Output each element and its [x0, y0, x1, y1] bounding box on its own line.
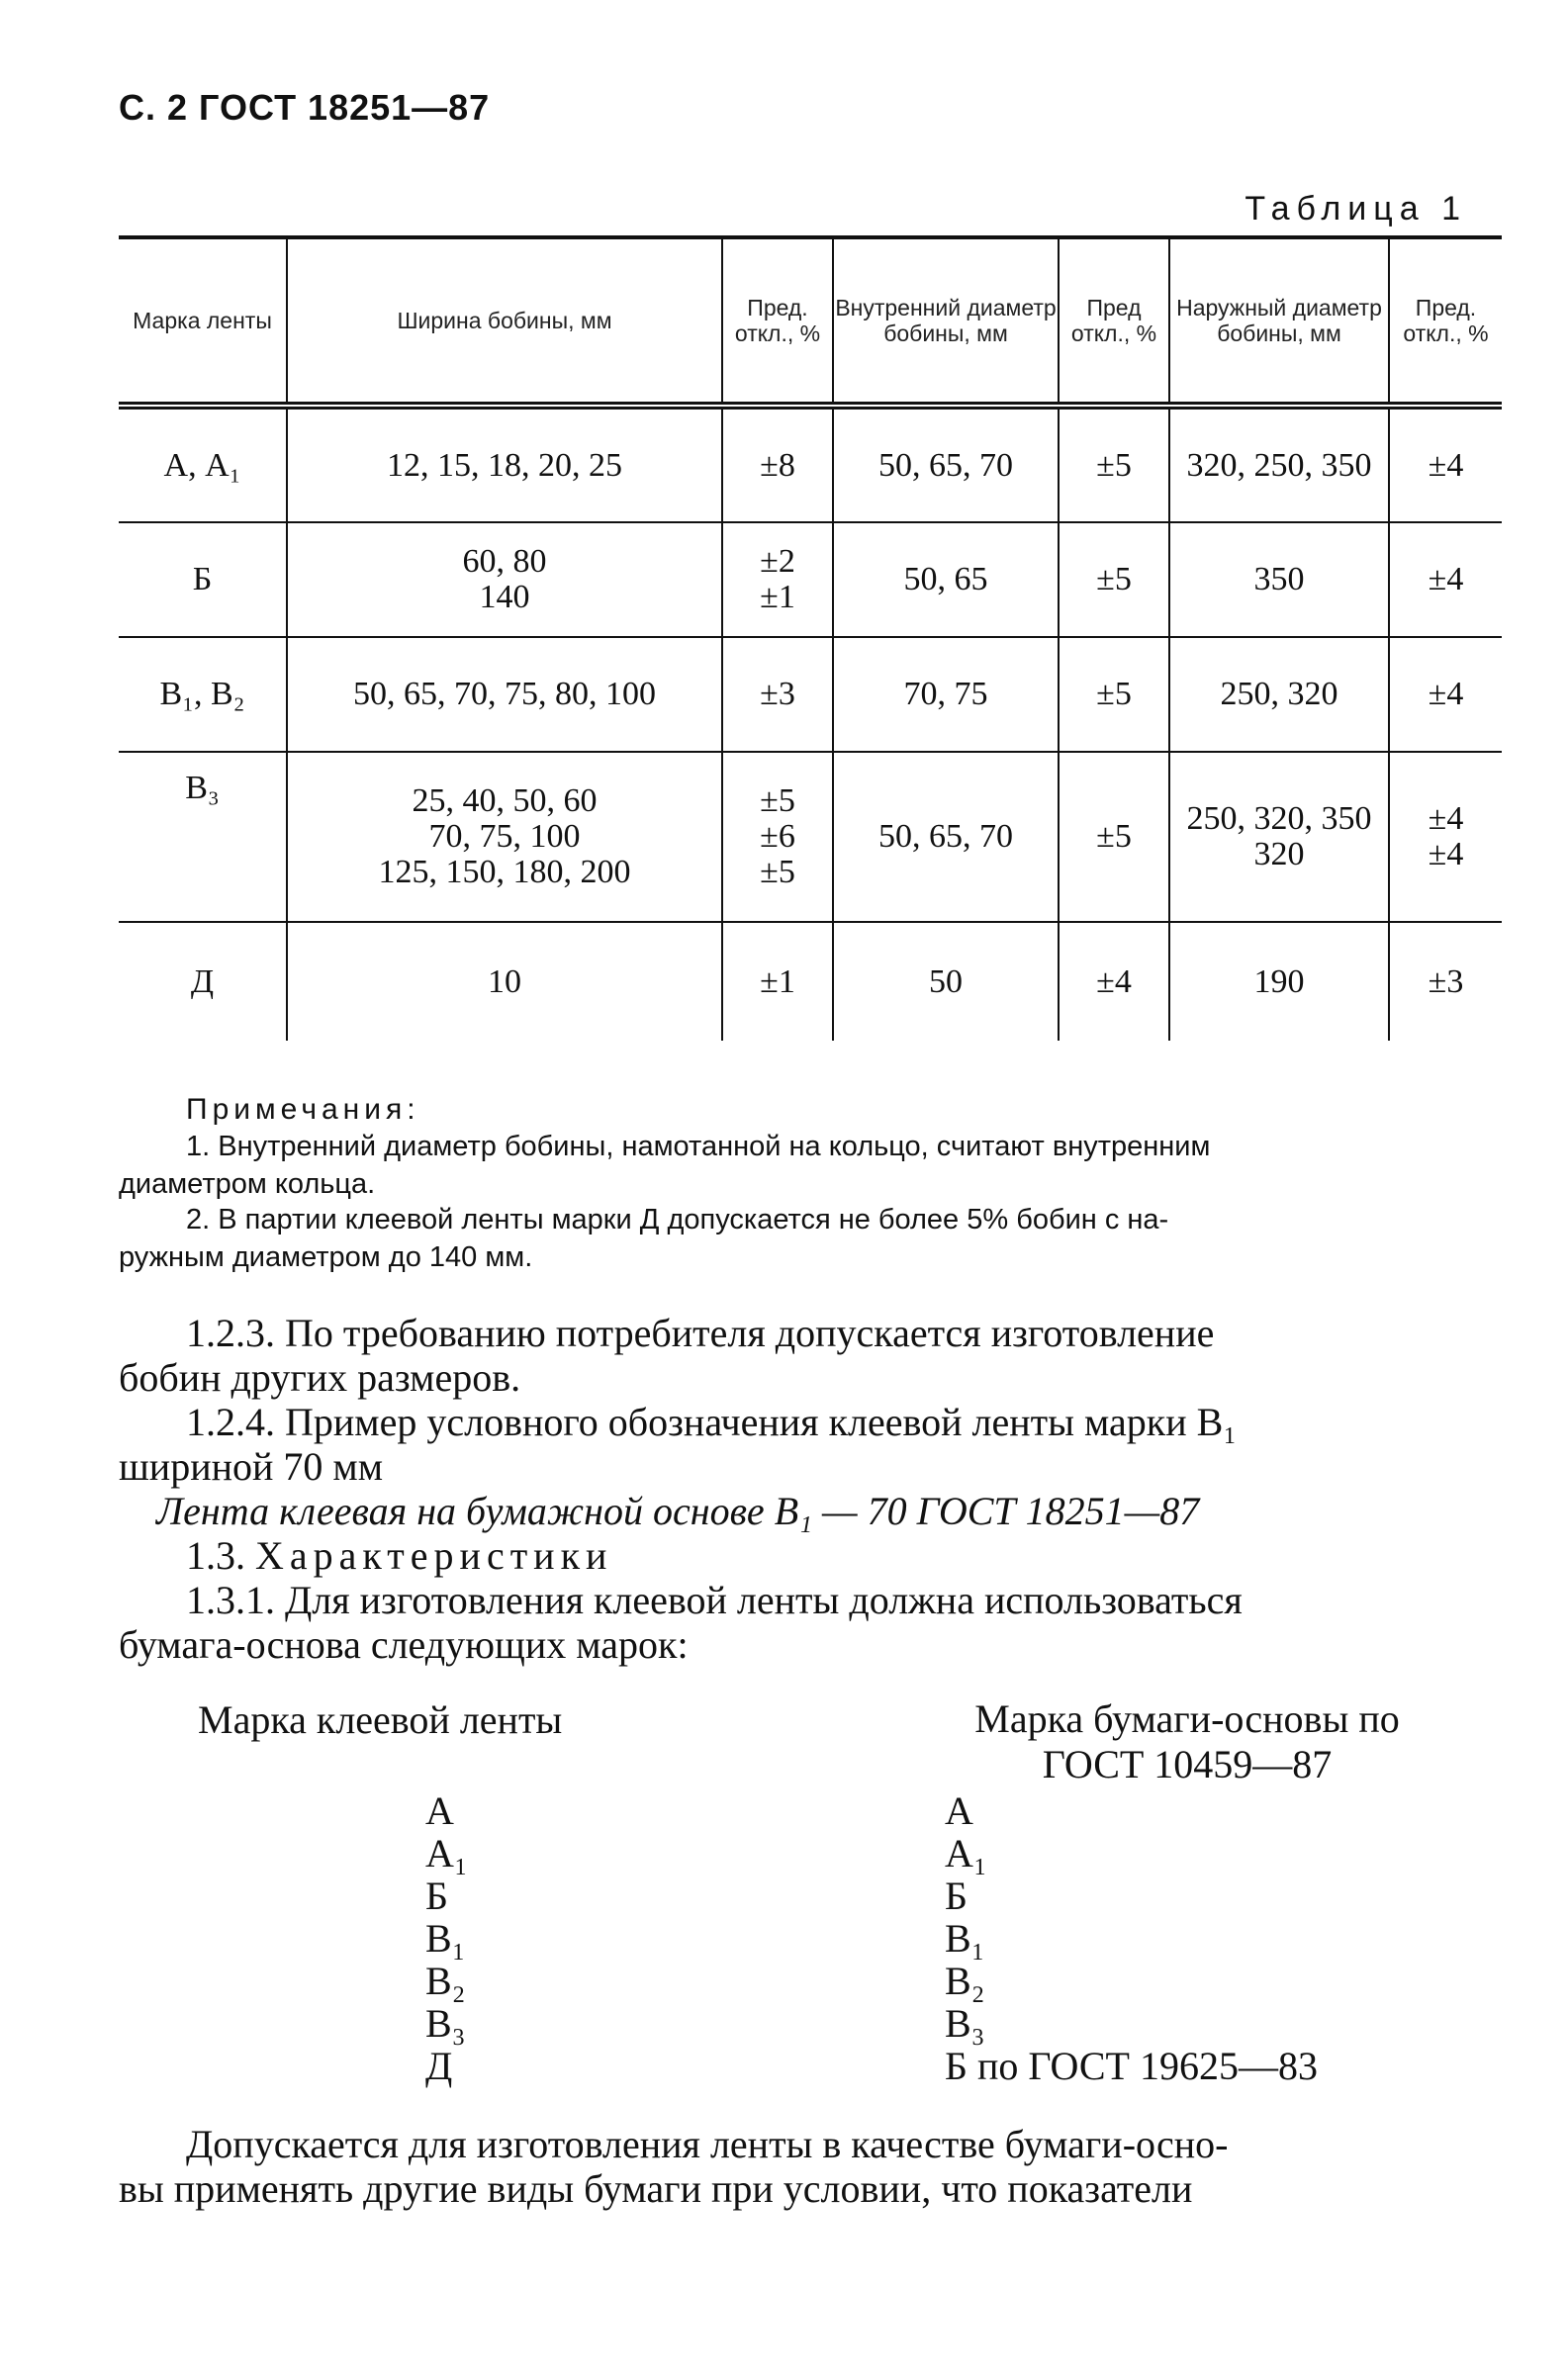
note-2-line-1: 2. В партии клеевой ленты марки Д допускается не более 5% бобин с на- — [186, 1204, 1169, 1235]
mapping-left-header: Марка клеевой ленты — [198, 1697, 563, 1742]
cell-width: 12, 15, 18, 20, 25 — [287, 406, 722, 522]
cell-outer-tolerance: ±4 — [1389, 522, 1502, 637]
cell-inner-tolerance: ±4 — [1059, 922, 1169, 1041]
table-row — [119, 522, 1502, 637]
cell-width: 25, 40, 50, 60 70, 75, 100 125, 150, 180, 200 — [287, 752, 722, 922]
cell-mark: В₃ — [119, 752, 287, 922]
cell-inner-diameter: 50, 65, 70 — [833, 752, 1059, 922]
table-row — [119, 637, 1502, 752]
cell-inner-diameter: 70, 75 — [833, 637, 1059, 752]
note-1-line-2: диаметром кольца. — [119, 1168, 376, 1200]
header-inner-diameter: Внутренний диаметр бобины, мм — [833, 237, 1059, 406]
header-inner-tolerance: Пред откл., % — [1059, 237, 1169, 406]
cell-outer-diameter: 250, 320 — [1169, 637, 1389, 752]
paragraph-final-line-1: Допускается для изготовления ленты в качестве бумаги-осно- — [186, 2122, 1229, 2166]
cell-inner-diameter: 50 — [833, 922, 1059, 1041]
mapping-left-item: В₂ — [425, 1959, 466, 2003]
cell-width: 60, 80 140 — [287, 522, 722, 637]
cell-width-tolerance: ±2 ±1 — [722, 522, 833, 637]
note-2 — [119, 1201, 1502, 1276]
paragraph-1-3-1-line-2: бумага-основа следующих марок: — [119, 1622, 689, 1667]
cell-outer-diameter: 320, 250, 350 — [1169, 406, 1389, 522]
paragraph-1-2-4-line-1: 1.2.4. Пример условного обозначения клеевой ленты марки В₁ — [186, 1400, 1238, 1444]
cell-width: 50, 65, 70, 75, 80, 100 — [287, 637, 722, 752]
cell-outer-diameter: 190 — [1169, 922, 1389, 1041]
notes-title: Примечания: — [186, 1093, 420, 1126]
mapping-right-item: Б по ГОСТ 19625—83 — [945, 2044, 1318, 2088]
table-header-row — [119, 237, 1502, 406]
cell-inner-diameter: 50, 65 — [833, 522, 1059, 637]
mapping-right-header-line-2: ГОСТ 10459—87 — [1042, 1742, 1333, 1786]
header-width-tolerance: Пред. откл., % — [722, 237, 833, 406]
cell-outer-tolerance: ±4 — [1389, 406, 1502, 522]
cell-outer-tolerance: ±4 — [1389, 637, 1502, 752]
mapping-left-item: Д — [425, 2044, 453, 2088]
mapping-left-item: В₃ — [425, 2001, 466, 2046]
cell-width-tolerance: ±5 ±6 ±5 — [722, 752, 833, 922]
table-row — [119, 752, 1502, 922]
cell-mark: А, А₁ — [119, 406, 287, 522]
cell-width: 10 — [287, 922, 722, 1041]
paragraph-1-2-3-line-1: 1.2.3. По требованию потребителя допускается изготовление — [186, 1311, 1215, 1355]
paragraph-final-line-2: вы применять другие виды бумаги при условии, что показатели — [119, 2166, 1193, 2211]
cell-outer-tolerance: ±3 — [1389, 922, 1502, 1041]
paragraph-1-3-1 — [119, 1578, 1502, 1667]
paragraph-1-2-3 — [119, 1311, 1502, 1400]
section-title: Характеристики — [255, 1533, 613, 1578]
header-outer-tolerance: Пред. откл., % — [1389, 237, 1502, 406]
cell-width-tolerance: ±3 — [722, 637, 833, 752]
paragraph-1-2-4 — [119, 1400, 1502, 1489]
table-caption: Таблица 1 — [1245, 190, 1467, 228]
cell-outer-tolerance: ±4 ±4 — [1389, 752, 1502, 922]
page-header: С. 2 ГОСТ 18251—87 — [119, 87, 491, 128]
designation-example: Лента клеевая на бумажной основе В₁ — 70 ГОСТ 18251—87 — [156, 1489, 1200, 1533]
mapping-right-item: Б — [945, 1874, 968, 1918]
paragraph-final — [119, 2122, 1502, 2211]
paragraph-1-2-4-line-2: шириной 70 мм — [119, 1444, 384, 1489]
mapping-right-item: В₃ — [945, 2001, 985, 2046]
note-2-line-2: ружным диаметром до 140 мм. — [119, 1241, 533, 1273]
cell-outer-diameter: 250, 320, 350 320 — [1169, 752, 1389, 922]
paragraph-1-3-1-line-1: 1.3.1. Для изготовления клеевой ленты должна использоваться — [186, 1578, 1243, 1622]
header-outer-diameter: Наружный диаметр бобины, мм — [1169, 237, 1389, 406]
mapping-right-item: В₂ — [945, 1959, 985, 2003]
cell-mark: В₁, В₂ — [119, 637, 287, 752]
cell-inner-diameter: 50, 65, 70 — [833, 406, 1059, 522]
mapping-left-item: А — [425, 1788, 454, 1833]
mapping-right-header — [910, 1696, 1464, 1787]
table-row — [119, 922, 1502, 1041]
section-heading — [119, 1533, 1502, 1578]
header-mark: Марка ленты — [119, 237, 287, 406]
section-number: 1.3. — [186, 1533, 245, 1578]
cell-inner-tolerance: ±5 — [1059, 406, 1169, 522]
mapping-left-item: А₁ — [425, 1831, 468, 1875]
header-width: Ширина бобины, мм — [287, 237, 722, 406]
cell-mark: Д — [119, 922, 287, 1041]
mapping-right-header-line-1: Марка бумаги-основы по — [974, 1696, 1400, 1741]
cell-inner-tolerance: ±5 — [1059, 752, 1169, 922]
mapping-left-item: Б — [425, 1874, 448, 1918]
cell-mark: Б — [119, 522, 287, 637]
cell-inner-tolerance: ±5 — [1059, 522, 1169, 637]
note-1-line-1: 1. Внутренний диаметр бобины, намотанной на кольцо, считают внутренним — [186, 1131, 1211, 1162]
mapping-right-item: А — [945, 1788, 973, 1833]
cell-outer-diameter: 350 — [1169, 522, 1389, 637]
dimensions-table — [119, 235, 1502, 1041]
cell-width-tolerance: ±1 — [722, 922, 833, 1041]
cell-width-tolerance: ±8 — [722, 406, 833, 522]
cell-inner-tolerance: ±5 — [1059, 637, 1169, 752]
mapping-right-item: В₁ — [945, 1916, 985, 1961]
table-row — [119, 406, 1502, 522]
mapping-left-item: В₁ — [425, 1916, 466, 1961]
paragraph-1-2-3-line-2: бобин других размеров. — [119, 1355, 521, 1400]
mapping-right-item: А₁ — [945, 1831, 987, 1875]
note-1 — [119, 1128, 1502, 1203]
